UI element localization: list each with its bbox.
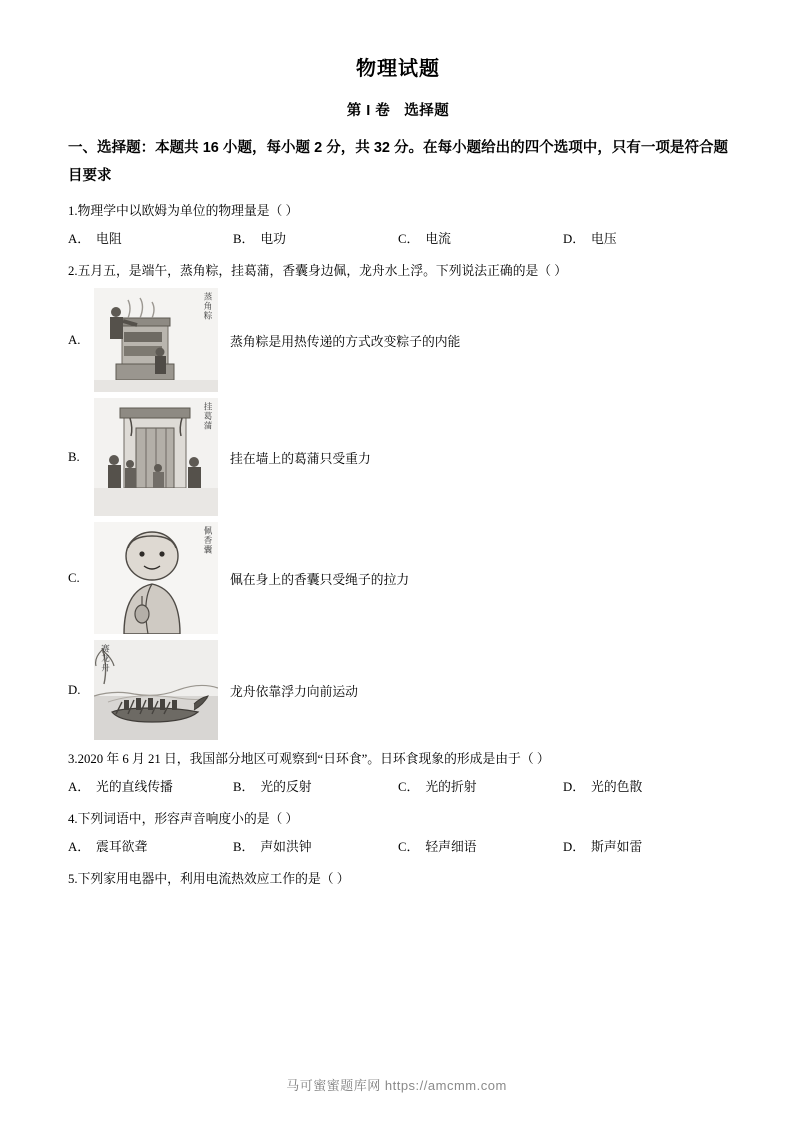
option-label: B． — [233, 232, 255, 246]
hanging-calamus-illustration — [94, 398, 218, 516]
document-content — [68, 52, 728, 894]
option-label: B． — [233, 840, 255, 854]
question-3-option-b[interactable] — [233, 774, 398, 800]
option-text: 震耳欲聋 — [96, 840, 148, 854]
option-label: C. — [68, 570, 80, 585]
question-4-options — [68, 834, 728, 860]
steaming-zongzi-illustration — [94, 288, 218, 392]
watermark — [0, 1075, 793, 1094]
question-1-option-c[interactable] — [398, 226, 563, 252]
question-2-option-c[interactable] — [68, 522, 728, 634]
question-1-stem: 1.物理学中以欧姆为单位的物理量是（ ） — [68, 204, 299, 218]
question-2-stem: 2.五月五，是端午，蒸角粽，挂葛蒲，香囊身边佩，龙舟水上浮。下列说法正确的是（ ） — [68, 264, 568, 278]
question-4-option-a[interactable] — [68, 834, 233, 860]
option-label: C． — [398, 780, 420, 794]
question-3-option-c[interactable] — [398, 774, 563, 800]
option-label: D． — [563, 840, 586, 854]
option-label: B. — [68, 449, 80, 464]
question-1-options — [68, 226, 728, 252]
section-title-part1: 第 I 卷 — [346, 103, 391, 119]
question-1-option-d[interactable] — [563, 226, 728, 252]
question-3-option-d[interactable] — [563, 774, 728, 800]
option-text: 电阻 — [96, 232, 122, 246]
option-label: A． — [68, 232, 91, 246]
option-text: 佩在身上的香囊只受绳子的拉力 — [230, 572, 410, 587]
question-5-stem: 5.下列家用电器中，利用电流热效应工作的是（ ） — [68, 872, 350, 886]
option-text: 轻声细语 — [425, 840, 477, 854]
option-label: D． — [563, 780, 586, 794]
question-4-option-d[interactable] — [563, 834, 728, 860]
option-label: C． — [398, 232, 420, 246]
dragon-boat-race-image — [94, 640, 218, 740]
section-title — [68, 99, 728, 120]
option-text: 电压 — [591, 232, 617, 246]
hanging-calamus-image — [94, 398, 218, 516]
option-text: 光的直线传播 — [96, 780, 173, 794]
option-label: A. — [68, 332, 81, 347]
question-1-option-a[interactable] — [68, 226, 233, 252]
question-3-options — [68, 774, 728, 800]
question-3-stem: 3.2020 年 6 月 21 日，我国部分地区可观察到“日环食”。日环食现象的形成是由于（ ） — [68, 752, 550, 766]
wearing-sachet-image — [94, 522, 218, 634]
image-vertical-caption: 蒸角粽 — [203, 292, 213, 321]
option-text: 声如洪钟 — [260, 840, 312, 854]
option-label: D． — [563, 232, 586, 246]
option-label: A． — [68, 780, 91, 794]
option-label: B． — [233, 780, 255, 794]
wearing-sachet-illustration — [94, 522, 218, 634]
option-text: 光的折射 — [425, 780, 477, 794]
question-4-option-b[interactable] — [233, 834, 398, 860]
watermark-site-name: 马可蜜蜜题库网 — [286, 1078, 381, 1093]
image-vertical-caption: 挂葛蒲 — [203, 402, 213, 431]
option-label: C． — [398, 840, 420, 854]
question-2-option-a[interactable] — [68, 288, 728, 392]
section-title-part2: 选择题 — [404, 103, 450, 119]
option-text: 蒸角粽是用热传递的方式改变粽子的内能 — [230, 334, 461, 349]
question-4-option-c[interactable] — [398, 834, 563, 860]
question-4-stem: 4.下列词语中，形容声音响度小的是（ ） — [68, 812, 299, 826]
option-text: 光的反射 — [260, 780, 312, 794]
question-3-option-a[interactable] — [68, 774, 233, 800]
option-label: D. — [68, 682, 81, 697]
option-label: A． — [68, 840, 91, 854]
question-1-option-b[interactable] — [233, 226, 398, 252]
page-title: 物理试题 — [356, 58, 440, 80]
option-text: 光的色散 — [591, 780, 643, 794]
steaming-zongzi-image — [94, 288, 218, 392]
option-text: 电流 — [425, 232, 451, 246]
watermark-url: https://amcmm.com — [384, 1078, 507, 1093]
dragon-boat-illustration — [94, 640, 218, 740]
option-text: 斯声如雷 — [591, 840, 643, 854]
option-text: 电功 — [260, 232, 286, 246]
option-text: 龙舟依靠浮力向前运动 — [230, 684, 358, 699]
question-2-option-b[interactable] — [68, 398, 728, 516]
option-text: 挂在墙上的葛蒲只受重力 — [230, 451, 371, 466]
question-2-option-d[interactable] — [68, 640, 728, 740]
section-instruction: 一、选择题：本题共 16 小题，每小题 2 分，共 32 分。在每小题给出的四个选项中，只有一项是符合题目要求 — [68, 140, 728, 184]
image-vertical-caption: 赛龙舟 — [100, 644, 111, 673]
image-vertical-caption: 佩香囊 — [203, 526, 213, 555]
